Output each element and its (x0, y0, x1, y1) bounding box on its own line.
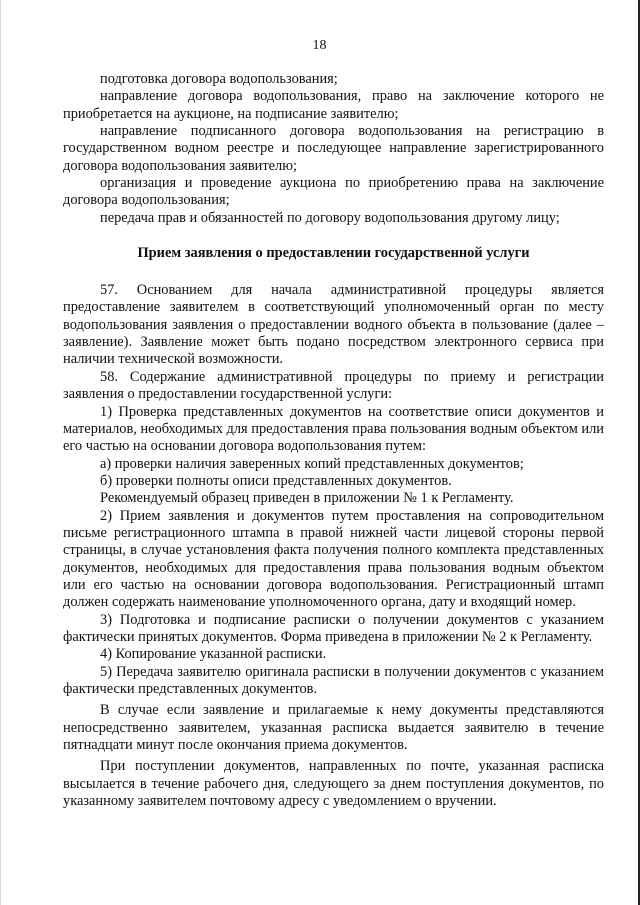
paragraph-item-3: 3) Подготовка и подписание расписки о получении документов с указанием фактически принятых документов. Форма приведена в приложении № 2 к Регламенту. (63, 611, 604, 645)
paragraph-item-1a: а) проверки наличия заверенных копий представленных документов; (100, 455, 524, 472)
intro-item: направление подписанного договора водопользования на регистрацию в государственном водном реестре и последующее направление зарегистрированного договора водопользования заявителю; (63, 123, 604, 174)
paragraph-in-person: В случае если заявление и прилагаемые к нему документы представляются непосредственно заявителем, указанная расписка выдается заявителю в течение пятнадцати минут после окончания приема документов. (63, 702, 604, 754)
intro-item: передача прав и обязанностей по договору водопользования другому лицу; (100, 209, 560, 226)
paragraph-item-4: 4) Копирование указанной расписки. (100, 646, 327, 663)
paragraph-item-5: 5) Передача заявителю оригинала расписки в получении документов с указанием фактически представленных документов. (63, 663, 604, 697)
page-content (63, 71, 604, 810)
paragraph-item-1: 1) Проверка представленных документов на соответствие описи документов и материалов, необходимых для предоставления права пользования водным объектом или его частью на основании договора водопользования путем: (63, 403, 604, 455)
intro-item: направление договора водопользования, право на заключение которого не приобретается на аукционе, на подписание заявителю; (63, 88, 604, 122)
page-number: 18 (312, 38, 327, 53)
intro-item: организация и проведение аукциона по приобретению права на заключение договора водопользования; (63, 175, 604, 209)
intro-item: подготовка договора водопользования; (100, 71, 338, 87)
paragraph-58: 58. Содержание административной процедуры по приему и регистрации заявления о предоставлении государственной услуги: (63, 368, 604, 403)
paragraph-item-1b: б) проверки полноты описи представленных документов. (100, 472, 452, 489)
paragraph-item-2: 2) Прием заявления и документов путем проставления на сопроводительном письме регистрационного штампа в правой нижней части лицевой стороны первой страницы, в случае установления факта получения полного комплекта представленных документов, необходимых для предоставления права пользования водным объектом или его частью на основании договора водопользования. Регистрационный штамп должен содержать наименование уполномоченного органа, дату и входящий номер. (63, 507, 604, 611)
paragraph-sample-note: Рекомендуемый образец приведен в приложении № 1 к Регламенту. (100, 490, 514, 507)
section-title: Прием заявления о предоставлении государственной услуги (137, 245, 530, 262)
paragraph-by-mail: При поступлении документов, направленных по почте, указанная расписка высылается в течение рабочего дня, следующего за днем поступления документов, по указанному заявителем почтовому адресу с уведомлением о вручении. (63, 758, 604, 810)
paragraph-57: 57. Основанием для начала административной процедуры является предоставление заявителем в соответствующий уполномоченный орган по месту водопользования заявления о предоставлении водного объекта в пользование (далее – заявление). Заявление может быть подано посредством электронного сервиса при наличии технической возможности. (63, 282, 604, 368)
